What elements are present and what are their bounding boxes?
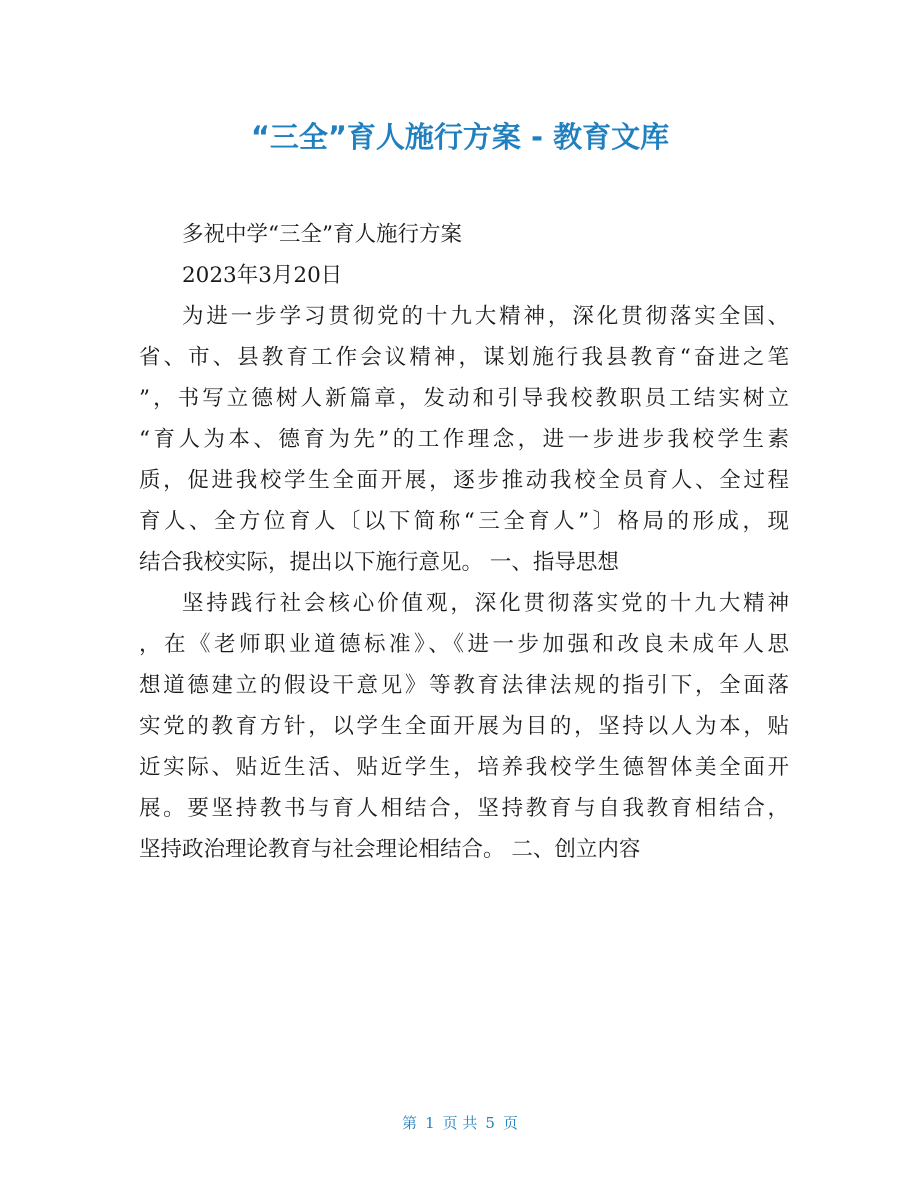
paragraph-line: ，在《老师职业道德标准》、《进一步加强和改良未成年人思 <box>139 632 789 657</box>
paragraph-line: 实党的教育方针，以学生全面开展为目的，坚持以人为本，贴 <box>139 714 789 739</box>
paragraph-line: 展。要坚持教书与育人相结合，坚持教育与自我教育相结合， <box>139 796 789 821</box>
paragraph-line: “育人为本、德育为先”的工作理念，进一步进步我校学生素 <box>139 427 789 452</box>
document-body <box>139 214 789 870</box>
footer-current-page: 1 <box>425 1114 435 1132</box>
paragraph-line: 坚持践行社会核心价值观，深化贯彻落实党的十九大精神 <box>182 591 789 616</box>
document-subtitle: 多祝中学“三全”育人施行方案 <box>182 222 462 247</box>
paragraph-line: 想道德建立的假设干意见》等教育法律法规的指引下，全面落 <box>139 673 789 698</box>
paragraph-line: 质，促进我校学生全面开展，逐步推动我校全员育人、全过程 <box>139 468 789 493</box>
page-number-footer <box>0 1112 920 1133</box>
footer-total-pages: 5 <box>485 1114 495 1132</box>
footer-word-pages: 页 <box>502 1114 518 1132</box>
document-date: 2023年3月20日 <box>182 263 343 288</box>
footer-word-of: 页 共 <box>442 1114 478 1132</box>
paragraph-1 <box>139 296 789 583</box>
paragraph-line: 省、市、县教育工作会议精神，谋划施行我县教育“奋进之笔 <box>139 345 789 370</box>
paragraph-line: ”，书写立德树人新篇章，发动和引导我校教职员工结实树立 <box>139 386 789 411</box>
page-title: “三全”育人施行方案 - 教育文库 <box>250 120 670 154</box>
footer-word-page: 第 <box>402 1114 418 1132</box>
paragraph-line: 育人、全方位育人〔以下简称“三全育人”〕格局的形成，现 <box>139 509 789 534</box>
paragraph-2 <box>139 583 789 870</box>
paragraph-line: 坚持政治理论教育与社会理论相结合。 二、创立内容 <box>139 837 641 862</box>
paragraph-line: 结合我校实际，提出以下施行意见。 一、指导思想 <box>139 550 619 575</box>
paragraph-line: 近实际、贴近生活、贴近学生，培养我校学生德智体美全面开 <box>139 755 789 780</box>
paragraph-line: 为进一步学习贯彻党的十九大精神，深化贯彻落实全国、 <box>182 304 789 329</box>
